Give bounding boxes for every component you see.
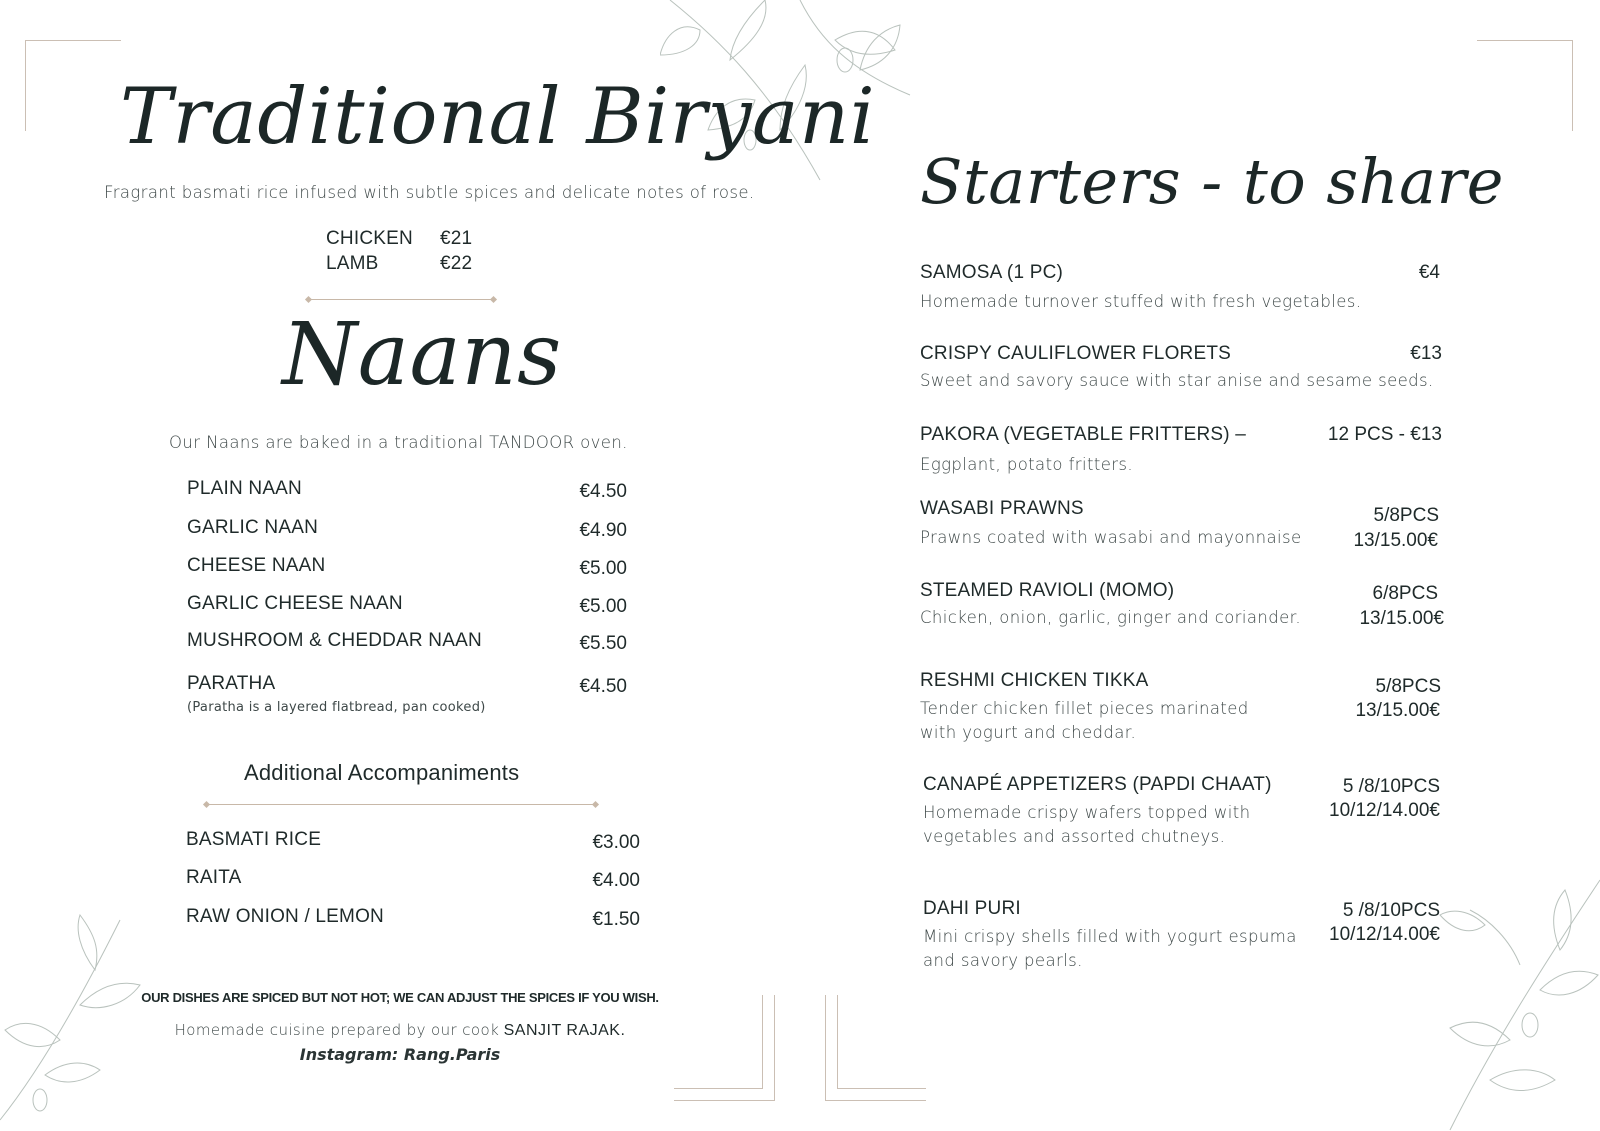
starter-item-price: 13/15.00€ bbox=[1353, 530, 1438, 551]
starter-item-price: €13 bbox=[1410, 343, 1442, 364]
instagram-handle[interactable]: Instagram: Rang.Paris bbox=[299, 1045, 501, 1064]
naan-item-name: MUSHROOM & CHEDDAR NAAN bbox=[187, 630, 482, 651]
biryani-option-name: LAMB bbox=[326, 253, 379, 274]
accompaniment-item-name: RAW ONION / LEMON bbox=[186, 906, 384, 927]
starter-item-price: 12 PCS - €13 bbox=[1327, 424, 1442, 445]
cook-credit bbox=[100, 1018, 700, 1042]
naan-item-name: PARATHA bbox=[187, 673, 276, 694]
cook-credit-prefix: Homemade cuisine prepared by our cook bbox=[174, 1021, 500, 1039]
starter-item-price: 10/12/14.00€ bbox=[1329, 924, 1440, 945]
biryani-title: Traditional Biryani bbox=[120, 72, 876, 162]
starter-item-description: Homemade turnover stuffed with fresh vegetables. bbox=[920, 292, 1362, 311]
starter-item-name: CRISPY CAULIFLOWER FLORETS bbox=[920, 343, 1232, 364]
corner-frame-top-left-inner bbox=[38, 52, 43, 57]
biryani-option-price: €21 bbox=[440, 228, 473, 249]
section-divider bbox=[308, 299, 494, 300]
biryani-option-price: €22 bbox=[440, 253, 473, 274]
starter-item-name: DAHI PURI bbox=[923, 898, 1021, 919]
starter-item-name: CANAPÉ APPETIZERS (PAPDI CHAAT) bbox=[923, 774, 1272, 795]
starter-item-quantity: 5 /8/10PCS bbox=[1342, 776, 1440, 797]
corner-frame-bottom-center-left-inner bbox=[674, 995, 763, 1089]
starter-item-description: Tender chicken fillet pieces marinated bbox=[920, 699, 1249, 718]
accompaniment-item-price: €3.00 bbox=[592, 832, 640, 853]
corner-frame-bottom-center-right-inner bbox=[837, 995, 926, 1089]
naan-item-price: €5.00 bbox=[579, 596, 627, 617]
naan-item-name: GARLIC NAAN bbox=[187, 517, 319, 538]
starter-item-price: 13/15.00€ bbox=[1359, 608, 1444, 629]
biryani-option-name: CHICKEN bbox=[326, 228, 413, 249]
biryani-description: Fragrant basmati rice infused with subtle spices and delicate notes of rose. bbox=[104, 183, 755, 202]
starter-item-quantity: 5/8PCS bbox=[1375, 676, 1441, 697]
starter-item-description: Prawns coated with wasabi and mayonnaise bbox=[920, 528, 1302, 547]
starter-item-price: 13/15.00€ bbox=[1355, 700, 1440, 721]
accompaniment-item-price: €1.50 bbox=[592, 909, 640, 930]
starter-item-quantity: 6/8PCS bbox=[1372, 583, 1438, 604]
naan-item-name: CHEESE NAAN bbox=[187, 555, 326, 576]
starter-item-description: and savory pearls. bbox=[923, 951, 1083, 970]
naan-item-price: €5.00 bbox=[579, 558, 627, 579]
naans-description: Our Naans are baked in a traditional TANDOOR oven. bbox=[169, 433, 628, 452]
starter-item-description: Sweet and savory sauce with star anise and sesame seeds. bbox=[920, 371, 1434, 390]
olive-branch-illustration-bottom-right bbox=[1430, 850, 1600, 1131]
accompaniment-item-name: RAITA bbox=[186, 867, 242, 888]
starter-item-name: RESHMI CHICKEN TIKKA bbox=[920, 670, 1149, 691]
naan-item-price: €4.50 bbox=[579, 481, 627, 502]
naan-item-name: PLAIN NAAN bbox=[187, 478, 302, 499]
starter-item-quantity: 5 /8/10PCS bbox=[1342, 900, 1440, 921]
starter-item-price: 10/12/14.00€ bbox=[1329, 800, 1440, 821]
starter-item-name: SAMOSA (1 PC) bbox=[920, 262, 1064, 283]
cook-name: SANJIT RAJAK. bbox=[503, 1022, 626, 1039]
naan-item-price: €4.50 bbox=[579, 676, 627, 697]
starter-item-price: €4 bbox=[1418, 262, 1440, 283]
paratha-note: (Paratha is a layered flatbread, pan cooked) bbox=[187, 700, 486, 715]
section-divider bbox=[206, 804, 596, 805]
starter-item-description: Eggplant, potato fritters. bbox=[920, 455, 1134, 474]
accompaniments-title: Additional Accompaniments bbox=[244, 760, 520, 785]
spice-notice: OUR DISHES ARE SPICED BUT NOT HOT; WE CAN ADJUST THE SPICES IF YOU WISH. bbox=[141, 990, 659, 1005]
accompaniment-item-name: BASMATI RICE bbox=[186, 829, 322, 850]
naan-item-price: €5.50 bbox=[579, 633, 627, 654]
starter-item-name: WASABI PRAWNS bbox=[920, 498, 1084, 519]
starter-item-description: with yogurt and cheddar. bbox=[920, 723, 1137, 742]
naan-item-price: €4.90 bbox=[579, 520, 627, 541]
naans-title: Naans bbox=[282, 305, 562, 405]
starters-title: Starters - to share bbox=[920, 145, 1504, 218]
starter-item-description: Mini crispy shells filled with yogurt espuma bbox=[923, 927, 1297, 946]
accompaniment-item-price: €4.00 bbox=[592, 870, 640, 891]
starter-item-quantity: 5/8PCS bbox=[1373, 505, 1439, 526]
starter-item-name: PAKORA (VEGETABLE FRITTERS) – bbox=[920, 424, 1247, 445]
corner-frame-top-right bbox=[1477, 40, 1573, 131]
starter-item-description: Homemade crispy wafers topped with bbox=[923, 803, 1251, 822]
naan-item-name: GARLIC CHEESE NAAN bbox=[187, 593, 403, 614]
starter-item-description: vegetables and assorted chutneys. bbox=[923, 827, 1226, 846]
starter-item-name: STEAMED RAVIOLI (MOMO) bbox=[920, 580, 1175, 601]
starter-item-description: Chicken, onion, garlic, ginger and coriander. bbox=[920, 608, 1301, 627]
